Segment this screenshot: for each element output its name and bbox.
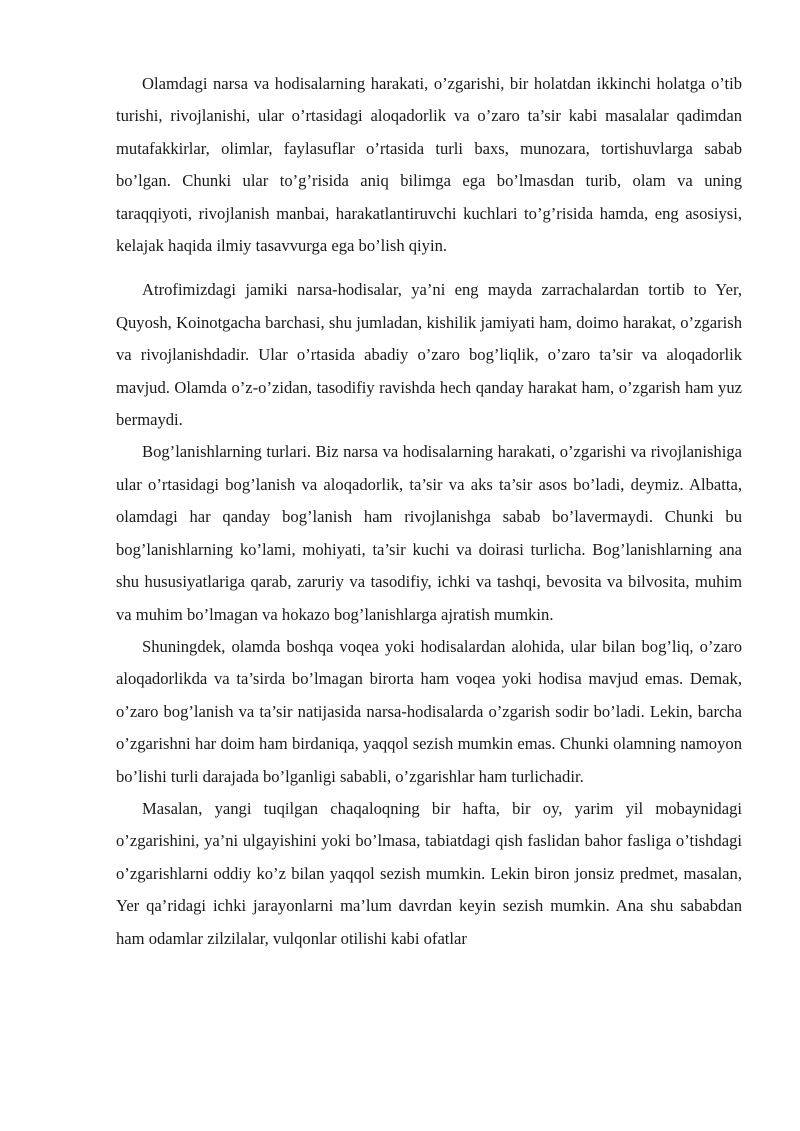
paragraph-5: Masalan, yangi tuqilgan chaqaloqning bir hafta, bir oy, yarim yil mobaynidagi o’zgarishini, ya’ni ulgayishini yoki bo’lmasa, tabiatdagi qish faslidan bahor fasliga o’tishdagi o’zgarishlarni oddiy ko’z bilan yaqqol sezish mumkin. Lekin biron jonsiz predmet, masalan, Yer qa’ridagi ichki jarayonlarni ma’lum davrdan keyin sezish mumkin. Ana shu sababdan ham odamlar zilzilalar, vulqonlar otilishi kabi ofatlar xyxy=(116,798,742,948)
document-page xyxy=(116,68,742,955)
paragraph-3: Bog’lanishlarning turlari. Biz narsa va hodisalarning harakati, o’zgarishi va rivojlanishiga ular o’rtasidagi bog’lanish va aloqadorlik, ta’sir va aks ta’sir asos bo’ladi, deymiz. Albatta, olamdagi har qanday bog’lanish ham rivojlanishga sabab bo’lavermaydi. Chunki bu bog’lanishlarning ko’lami, mohiyati, ta’sir kuchi va doirasi turlicha. Bog’lanishlarning ana shu hususiyatlariga qarab, zaruriy va tasodifiy, ichki va tashqi, bevosita va bilvosita, muhim va muhim bo’lmagan va hokazo bog’lanishlarga ajratish mumkin. xyxy=(116,442,742,624)
paragraph-4: Shuningdek, olamda boshqa voqea yoki hodisalardan alohida, ular bilan bog’liq, o’zaro aloqadorlikda va ta’sirda bo’lmagan birorta ham voqea yoki hodisa mavjud emas. Demak, o’zaro bog’lanish va ta’sir natijasida narsa-hodisalarda o’zgarish sodir bo’ladi. Lekin, barcha o’zgarishni har doim ham birdaniqa, yaqqol sezish mumkin emas. Chunki olamning namoyon bo’lishi turli darajada bo’lganligi sababli, o’zgarishlar ham turlichadir. xyxy=(116,636,742,786)
paragraph-1: Olamdagi narsa va hodisalarning harakati, o’zgarishi, bir holatdan ikkinchi holatga o’tib turishi, rivojlanishi, ular o’rtasidagi aloqadorlik va o’zaro ta’sir kabi masalalar qadimdan mutafakkirlar, olimlar, faylasuflar o’rtasida turli baxs, munozara, tortishuvlarga sabab bo’lgan. Chunki ular to’g’risida aniq bilimga ega bo’lmasdan turib, olam va uning taraqqiyoti, rivojlanish manbai, harakatlantiruvchi kuchlari to’g’risida hamda, eng asosiysi, kelajak haqida ilmiy tasavvurga ega bo’lish qiyin. xyxy=(116,74,742,256)
paragraph-2: Atrofimizdagi jamiki narsa-hodisalar, ya’ni eng mayda zarrachalardan tortib to Yer, Quyosh, Koinotgacha barchasi, shu jumladan, kishilik jamiyati ham, doimo harakat, o’zgarish va rivojlanishdadir. Ular o’rtasida abadiy o’zaro bog’liqlik, o’zaro ta’sir va aloqadorlik mavjud. Olamda o’z-o’zidan, tasodifiy ravishda hech qanday harakat ham, o’zgarish ham yuz bermaydi. xyxy=(116,280,742,430)
